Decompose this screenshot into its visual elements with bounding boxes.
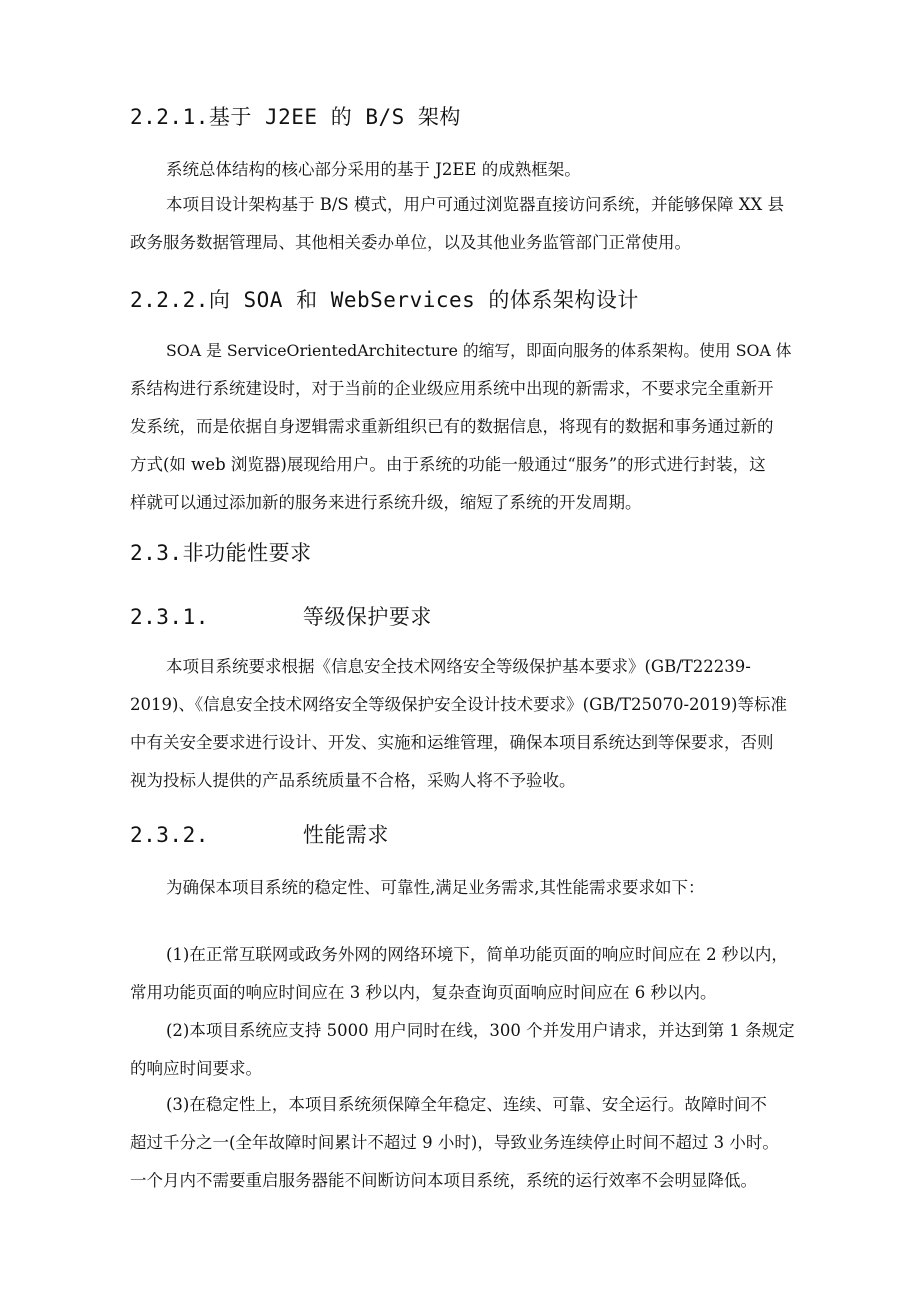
list-item <box>130 936 798 1012</box>
paragraph-line: 样就可以通过添加新的服务来进行系统升级，缩短了系统的开发周期。 <box>130 493 642 512</box>
paragraph-line: 视为投标人提供的产品系统质量不合格，采购人将不予验收。 <box>130 771 576 790</box>
paragraph-line: 本项目设计架构基于 B/S 模式，用户可通过浏览器直接访问系统，并能够保障 XX 县 <box>166 195 784 214</box>
paragraph-line: 常用功能页面的响应时间应在 3 秒以内，复杂查询页面响应时间应在 6 秒以内。 <box>130 983 717 1002</box>
section-number: 2.3.2. <box>130 823 209 847</box>
section-title: 非功能性要求 <box>182 541 312 565</box>
section-heading-2-2-2 <box>130 287 639 313</box>
paragraph: 为确保本项目系统的稳定性、可靠性,满足业务需求,其性能需求要求如下： <box>166 878 705 897</box>
section-number: 2.2.2. <box>130 288 209 312</box>
section-heading-2-3-2 <box>130 822 389 848</box>
paragraph-line: SOA 是 ServiceOrientedArchitecture 的缩写，即面向服务的体系架构。使用 SOA 体 <box>166 341 792 360</box>
section-title: 性能需求 <box>302 823 389 847</box>
section-number: 2.2.1. <box>130 105 209 129</box>
paragraph-line: 中有关安全要求进行设计、开发、实施和运维管理，确保本项目系统达到等保要求，否则 <box>130 733 774 752</box>
section-heading-2-2-1 <box>130 104 461 130</box>
list-item <box>130 1012 798 1088</box>
paragraph-line: 超过千分之一(全年故障时间累计不超过 9 小时)，导致业务连续停止时间不超过 3 小时。 <box>130 1133 779 1152</box>
section-title: 基于 J2EE 的 B/S 架构 <box>208 105 461 129</box>
paragraph-line: 本项目系统要求根据《信息安全技术网络安全等级保护基本要求》(GB/T22239- <box>166 657 751 676</box>
paragraph-line: 政务服务数据管理局、其他相关委办单位，以及其他业务监管部门正常使用。 <box>130 233 691 252</box>
paragraph-line: 系结构进行系统建设时，对于当前的企业级应用系统中出现的新需求，不要求完全重新开 <box>130 379 774 398</box>
section-number: 2.3.1. <box>130 605 209 629</box>
paragraph-line: 一个月内不需要重启服务器能不间断访问本项目系统，系统的运行效率不会明显降低。 <box>130 1171 757 1190</box>
section-title: 等级保护要求 <box>302 605 432 629</box>
paragraph-line: 的响应时间要求。 <box>130 1059 262 1078</box>
paragraph-line: (3)在稳定性上，本项目系统须保障全年稳定、连续、可靠、安全运行。故障时间不 <box>166 1095 767 1114</box>
paragraph: 系统总体结构的核心部分采用的基于 J2EE 的成熟框架。 <box>166 160 581 179</box>
paragraph-line: 2019)、《信息安全技术网络安全等级保护安全设计技术要求》(GB/T25070-2019)等标准 <box>130 695 787 714</box>
section-heading-2-3 <box>130 540 312 566</box>
section-title: 向 SOA 和 WebServices 的体系架构设计 <box>208 288 639 312</box>
paragraph-line: 发系统，而是依据自身逻辑需求重新组织已有的数据信息，将现有的数据和事务通过新的 <box>130 417 774 436</box>
section-heading-2-3-1 <box>130 604 432 630</box>
paragraph <box>130 648 798 800</box>
list-item <box>130 1086 798 1200</box>
paragraph <box>130 186 798 262</box>
paragraph-line: 方式(如 web 浏览器)展现给用户。由于系统的功能一般通过“服务”的形式进行封装，这 <box>130 455 766 474</box>
paragraph-line: (1)在正常互联网或政务外网的网络环境下，简单功能页面的响应时间应在 2 秒以内， <box>166 945 788 964</box>
section-number: 2.3. <box>130 541 183 565</box>
paragraph <box>130 332 798 522</box>
paragraph-line: (2)本项目系统应支持 5000 用户同时在线，300 个并发用户请求，并达到第 1 条规定 <box>166 1021 795 1040</box>
